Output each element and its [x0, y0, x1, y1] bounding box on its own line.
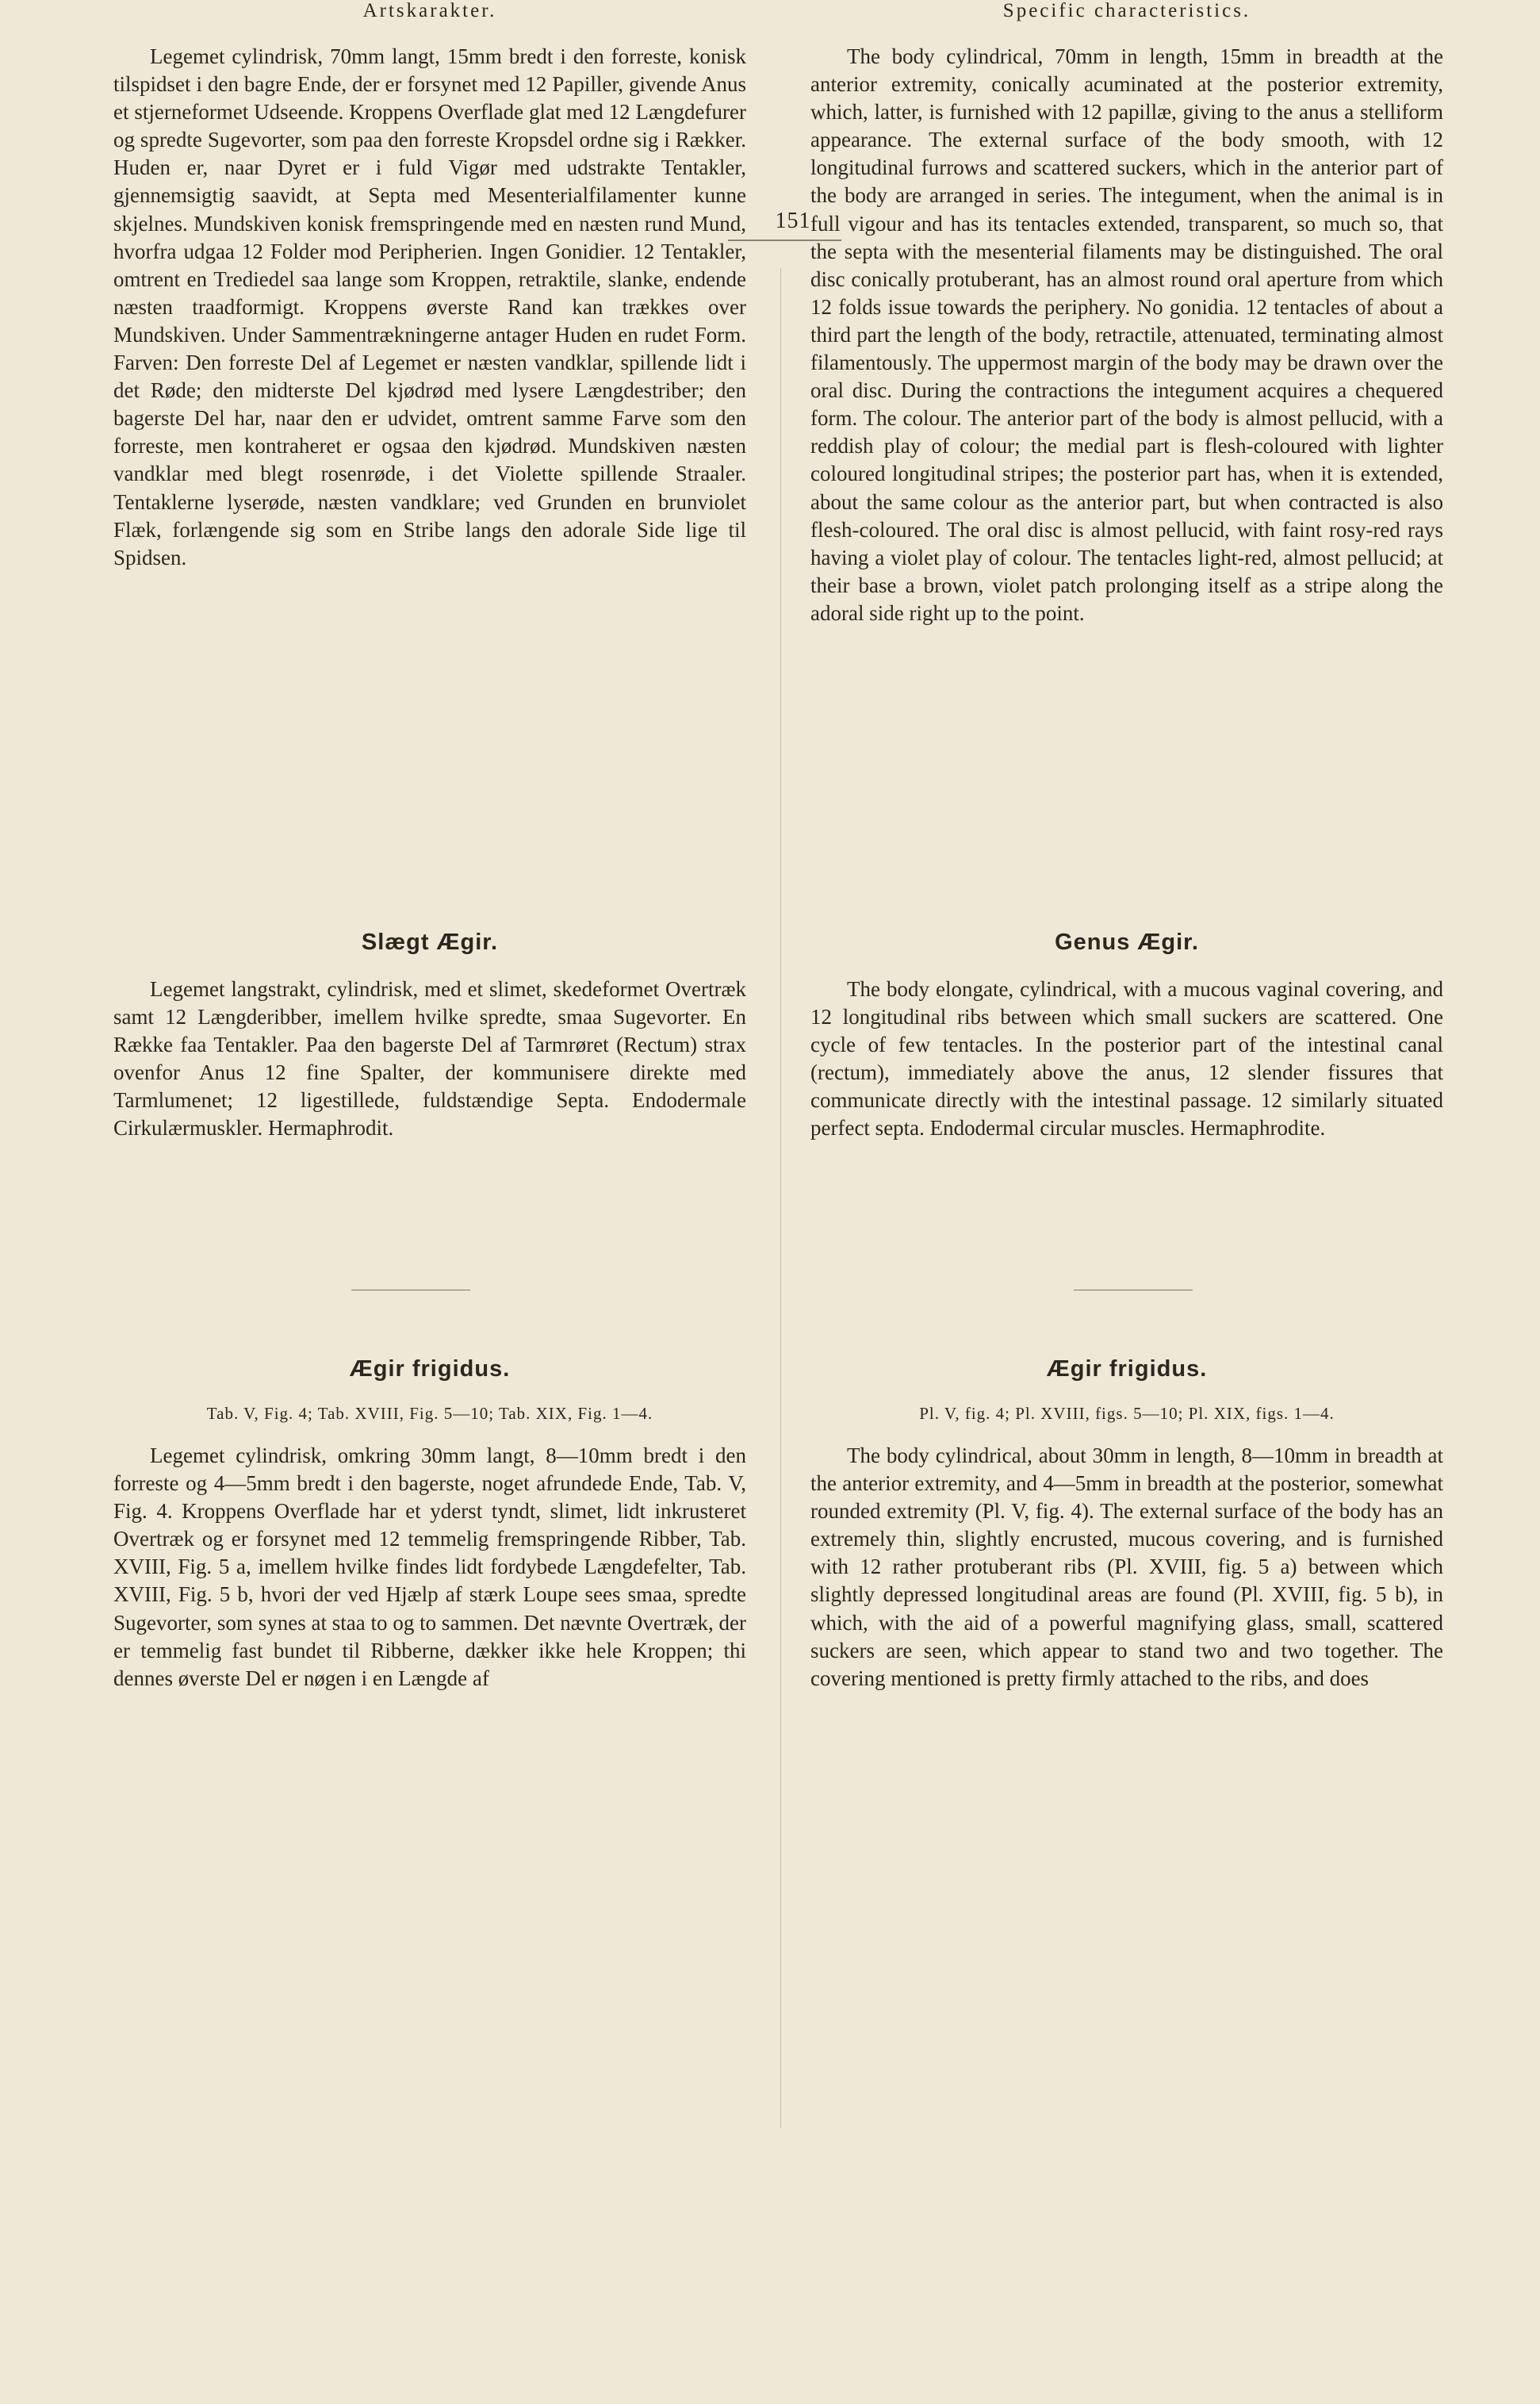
- frigidus-heading: Ægir frigidus.: [1046, 1356, 1208, 1382]
- species-heading: Artskarakter.: [362, 0, 497, 21]
- figure-references: Pl. V, fig. 4; Pl. XVIII, figs. 5—10; Pl. XIX, figs. 1—4.: [919, 1404, 1335, 1423]
- genus-text: Legemet langstrakt, cylindrisk, med et slimet, skedeformet Overtræk samt 12 Længderibber, imellem hvilke spredte, smaa Sugevorter. En Række faa Tentakler. Paa den bagerste Del af Tarmrøret (Rectum) strax ovenfor Anus 12 fine Spalter, der kommunisere direkte med Tarmlumenet; 12 ligestillede, fuldstændige Septa. Endodermale Cirkulærmuskler. Hermaphrodit.: [113, 977, 746, 1141]
- species-heading: Specific characteristics.: [1002, 0, 1251, 21]
- species-text: The body cylindrical, 70mm in length, 15mm in breadth at the anterior extremity, conically acuminated at the posterior extremity, which, latter, is furnished with 12 papillæ, giving to the anus a stelliform appearance. The external surface of the body smooth, with 12 longitudinal furrows and scattered suckers, which in the anterior part of the body are arranged in series. The integument, when the animal is in full vigour and has its tentacles extended, transparent, so much so, that the septa with the mesenterial filaments may be distinguished. The oral disc conically protuberant, has an almost round oral aperture from which 12 folds issue towards the periphery. No gonidia. 12 tentacles of about a third part the length of the body, retractile, attenuated, terminating almost filamentously. The uppermost margin of the body may be drawn over the oral disc. During the contractions the integument acquires a chequered form. The colour. The anterior part of the body is almost pellucid, with a reddish play of colour; the medial part is flesh-coloured with lighter coloured longitudinal stripes; the posterior part has, when it is extended, about the same colour as the anterior part, but when contracted is also flesh-coloured. The oral disc is almost pellucid, with faint rosy-red rays having a violet play of colour. The tentacles light-red, almost pellucid; at their base a brown, violet patch prolonging itself as a stripe along the adoral side right up to the point.: [810, 44, 1443, 625]
- genus-heading: Genus Ægir.: [1055, 930, 1199, 955]
- genus-heading: Slægt Ægir.: [361, 930, 499, 955]
- page-number: 151: [775, 209, 811, 233]
- frigidus-heading: Ægir frigidus.: [349, 1356, 511, 1382]
- figure-references: Tab. V, Fig. 4; Tab. XVIII, Fig. 5—10; Tab. XIX, Fig. 1—4.: [206, 1404, 653, 1423]
- frigidus-text: Legemet cylindrisk, omkring 30mm langt, 8—10mm bredt i den forreste og 4—5mm bredt i den bagerste, noget afrundede Ende, Tab. V, Fig. 4. Kroppens Overflade har et yderst tyndt, slimet, lidt inkrusteret Overtræk og er forsynet med 12 temmelig fremspringende Ribber, Tab. XVIII, Fig. 5 a, imellem hvilke findes lidt fordybede Længdefelter, Tab. XVIII, Fig. 5 b, hvori der ved Hjælp af stærk Loupe sees smaa, spredte Sugevorter, som synes at staa to og to sammen. Det nævnte Overtræk, der er temmelig fast bundet til Ribberne, dækker ikke hele Kroppen; thi dennes øverste Del er nøgen i en Længde af: [113, 1444, 746, 1690]
- genus-text: The body elongate, cylindrical, with a mucous vaginal covering, and 12 longitudinal ribs between which small suckers are scattered. One cycle of few tentacles. In the posterior part of the intestinal canal (rectum), immediately above the anus, 12 slender fissures that communicate directly with the intestinal passage. 12 similarly situated perfect septa. Endodermal circular muscles. Hermaphrodite.: [810, 977, 1443, 1141]
- frigidus-text: The body cylindrical, about 30mm in length, 8—10mm in breadth at the anterior extremity, and 4—5mm in breadth at the posterior, somewhat rounded extremity (Pl. V, fig. 4). The external surface of the body has an extremely thin, slightly encrusted, mucous covering, and is furnished with 12 rather protuberant ribs (Pl. XVIII, fig. 5 a) between which slightly depressed longitudinal areas are found (Pl. XVIII, fig. 5 b), in which, with the aid of a powerful magnifying glass, small, scattered suckers are seen, which appear to stand two and two together. The covering mentioned is pretty firmly attached to the ribs, and does: [810, 1444, 1443, 1690]
- column-divider: [780, 268, 781, 2128]
- species-text: Legemet cylindrisk, 70mm langt, 15mm bredt i den forreste, konisk tilspidset i den bagre Ende, der er forsynet med 12 Papiller, givende Anus et stjerneformet Udseende. Kroppens Overflade glat med 12 Længdefurer og spredte Sugevorter, som paa den forreste Kropsdel ordne sig i Rækker. Huden er, naar Dyret er i fuld Vigør med udstrakte Tentakler, gjennemsigtig saavidt, at Septa med Mesenterialfilamenter kunne skjelnes. Mundskiven konisk fremspringende med en næsten rund Mund, hvorfra udgaa 12 Folder mod Peripherien. Ingen Gonidier. 12 Tentakler, omtrent en Trediedel saa lange som Kroppen, retraktile, slanke, endende næsten traadformigt. Kroppens øverste Rand kan trækkes over Mundskiven. Under Sammentrækningerne antager Huden en rudet Form. Farven: Den forreste Del af Legemet er næsten vandklar, spillende lidt i det Røde; den midterste Del kjødrød med lysere Længdestriber; den bagerste Del har, naar den er udvidet, omtrent samme Farve som den forreste, men kontraheret er ogsaa den kjødrød. Mundskiven næsten vandklar med blegt rosenrøde, i det Violette spillende Straaler. Tentaklerne lyserøde, næsten vandklare; ved Grunden en brunviolet Flæk, forlængende sig som en Stribe langs den adorale Side lige til Spidsen.: [113, 44, 746, 569]
